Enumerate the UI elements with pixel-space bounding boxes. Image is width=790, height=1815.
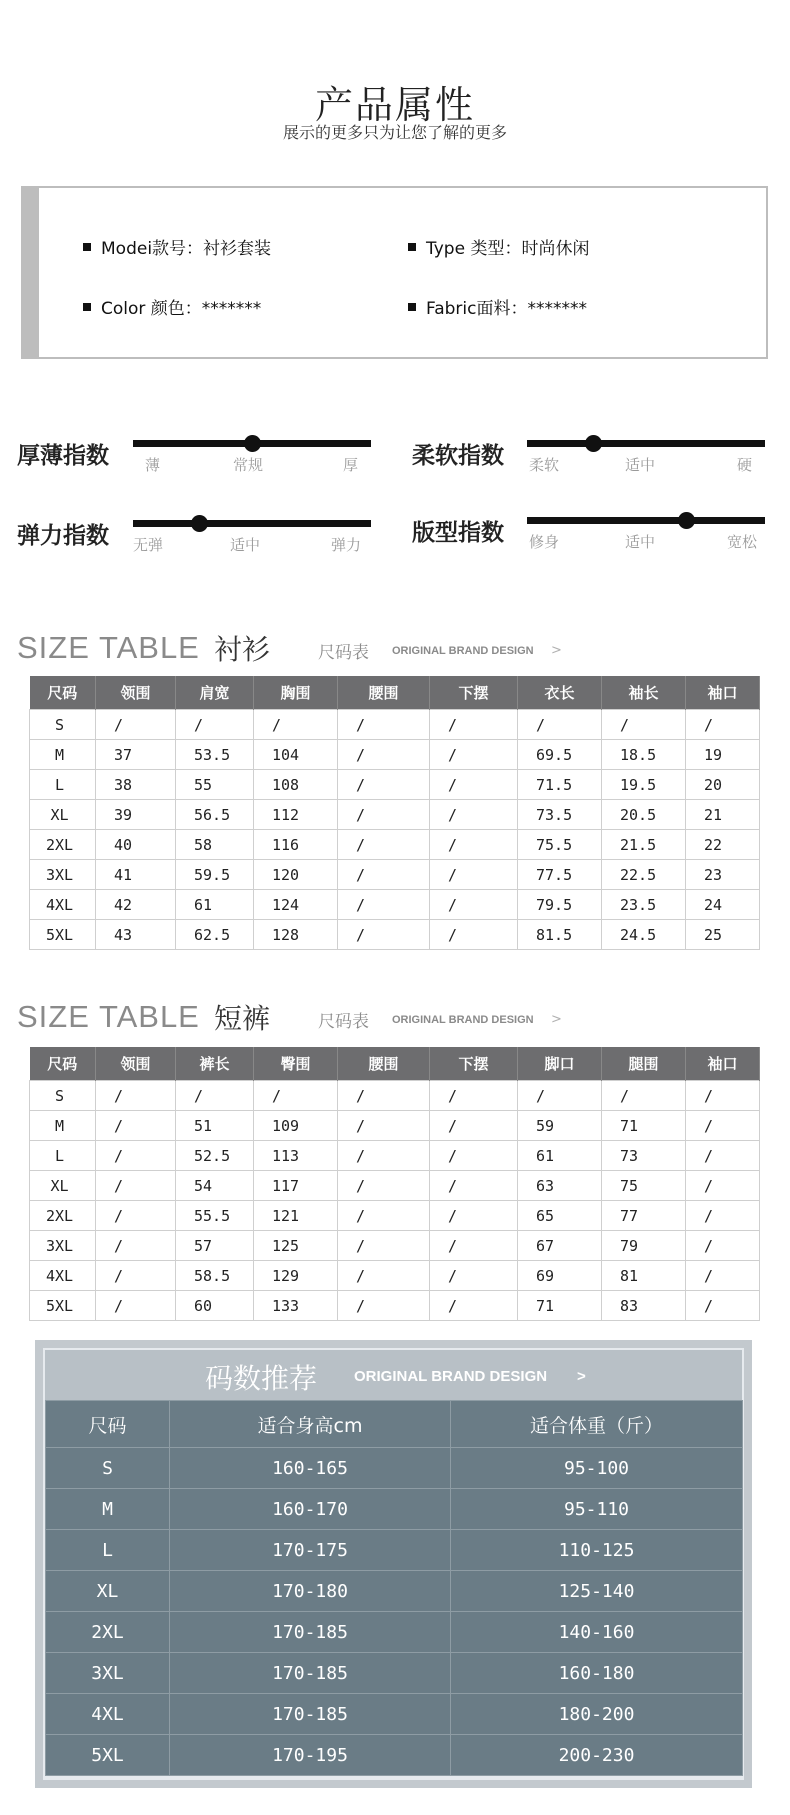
- column-header: 臀围: [254, 1047, 338, 1081]
- value-cell: 24.5: [602, 920, 686, 950]
- value-cell: 71: [518, 1291, 602, 1321]
- column-header: 腰围: [338, 676, 430, 710]
- softness-index-label: 适中: [625, 456, 656, 474]
- value-cell: 104: [254, 740, 338, 770]
- value-cell: /: [338, 1081, 430, 1111]
- size-cell: 2XL: [30, 1201, 96, 1231]
- table-row: [30, 860, 760, 890]
- value-cell: /: [602, 710, 686, 740]
- value-cell: 60: [176, 1291, 254, 1321]
- value-cell: /: [176, 710, 254, 740]
- value-cell: /: [96, 710, 176, 740]
- thickness-index-label: 厚: [343, 456, 359, 474]
- value-cell: 19: [686, 740, 760, 770]
- column-header: 衣长: [518, 676, 602, 710]
- fit-index-label: 修身: [529, 533, 560, 551]
- value-cell: 170-185: [170, 1612, 451, 1653]
- value-cell: 112: [254, 800, 338, 830]
- value-cell: 65: [518, 1201, 602, 1231]
- column-header: 袖口: [686, 676, 760, 710]
- page-title: 产品属性: [314, 83, 475, 127]
- value-cell: 41: [96, 860, 176, 890]
- value-cell: /: [96, 1231, 176, 1261]
- value-cell: 77: [602, 1201, 686, 1231]
- value-cell: 160-180: [451, 1653, 743, 1694]
- value-cell: 38: [96, 770, 176, 800]
- value-cell: 51: [176, 1111, 254, 1141]
- value-cell: /: [96, 1261, 176, 1291]
- value-cell: /: [96, 1291, 176, 1321]
- table-row: [30, 920, 760, 950]
- value-cell: 81.5: [518, 920, 602, 950]
- value-cell: 170-175: [170, 1530, 451, 1571]
- value-cell: 170-185: [170, 1653, 451, 1694]
- value-cell: /: [686, 1261, 760, 1291]
- value-cell: 73.5: [518, 800, 602, 830]
- value-cell: /: [430, 920, 518, 950]
- value-cell: /: [430, 710, 518, 740]
- value-cell: 21: [686, 800, 760, 830]
- column-header: 胸围: [254, 676, 338, 710]
- value-cell: /: [338, 1171, 430, 1201]
- fit-index-label: 宽松: [727, 533, 758, 551]
- value-cell: 170-185: [170, 1694, 451, 1735]
- value-cell: /: [338, 1141, 430, 1171]
- value-cell: 160-165: [170, 1448, 451, 1489]
- value-cell: 77.5: [518, 860, 602, 890]
- value-cell: /: [430, 1111, 518, 1141]
- chevron-right-icon: >: [577, 1368, 586, 1385]
- attr-model: Modei款号：衬衫套装: [83, 234, 271, 259]
- value-cell: 124: [254, 890, 338, 920]
- value-cell: 121: [254, 1201, 338, 1231]
- value-cell: 108: [254, 770, 338, 800]
- value-cell: /: [338, 1261, 430, 1291]
- table-row: [30, 1231, 760, 1261]
- value-cell: /: [338, 1231, 430, 1261]
- value-cell: 95-100: [451, 1448, 743, 1489]
- value-cell: 73: [602, 1141, 686, 1171]
- value-cell: 18.5: [602, 740, 686, 770]
- size-cell: S: [30, 1081, 96, 1111]
- thickness-index-label: 常规: [233, 456, 264, 474]
- value-cell: 125-140: [451, 1571, 743, 1612]
- table-row: [46, 1571, 743, 1612]
- column-header: 尺码: [30, 1047, 96, 1081]
- shirt-table-subtitle: 尺码表: [318, 643, 369, 663]
- table-row: [46, 1612, 743, 1653]
- value-cell: 75.5: [518, 830, 602, 860]
- value-cell: 170-195: [170, 1735, 451, 1776]
- size-cell: 3XL: [30, 860, 96, 890]
- value-cell: /: [96, 1141, 176, 1171]
- value-cell: 21.5: [602, 830, 686, 860]
- size-cell: XL: [46, 1571, 170, 1612]
- value-cell: /: [430, 1261, 518, 1291]
- table-row: [46, 1448, 743, 1489]
- value-cell: /: [686, 1141, 760, 1171]
- fit-index-track: [527, 517, 765, 524]
- shirt-table-title: SIZE TABLE: [17, 630, 200, 665]
- chevron-right-icon: >: [551, 1012, 562, 1027]
- size-cell: XL: [30, 800, 96, 830]
- value-cell: /: [430, 740, 518, 770]
- value-cell: 113: [254, 1141, 338, 1171]
- softness-index-label: 柔软: [529, 456, 560, 474]
- value-cell: 58.5: [176, 1261, 254, 1291]
- value-cell: /: [686, 1231, 760, 1261]
- size-cell: S: [30, 710, 96, 740]
- page-subtitle: 展示的更多只为让您了解的更多: [282, 123, 507, 142]
- value-cell: /: [430, 890, 518, 920]
- fit-index-marker: [678, 512, 695, 529]
- value-cell: /: [338, 710, 430, 740]
- value-cell: /: [96, 1201, 176, 1231]
- table-row: [30, 1261, 760, 1291]
- value-cell: /: [338, 830, 430, 860]
- value-cell: 59: [518, 1111, 602, 1141]
- value-cell: /: [430, 770, 518, 800]
- value-cell: 116: [254, 830, 338, 860]
- value-cell: /: [338, 1111, 430, 1141]
- value-cell: /: [430, 1201, 518, 1231]
- size-cell: 3XL: [30, 1231, 96, 1261]
- value-cell: 54: [176, 1171, 254, 1201]
- table-row: [30, 890, 760, 920]
- value-cell: /: [176, 1081, 254, 1111]
- value-cell: 128: [254, 920, 338, 950]
- fit-index-title: 版型指数: [412, 520, 504, 546]
- size-cell: 4XL: [30, 1261, 96, 1291]
- elasticity-index-marker: [191, 515, 208, 532]
- bullet-icon: [83, 243, 91, 251]
- attr-fabric: Fabric面料：*******: [408, 294, 587, 319]
- value-cell: 129: [254, 1261, 338, 1291]
- value-cell: 69.5: [518, 740, 602, 770]
- column-header: 下摆: [430, 1047, 518, 1081]
- value-cell: 62.5: [176, 920, 254, 950]
- table-row: [30, 1111, 760, 1141]
- value-cell: 81: [602, 1261, 686, 1291]
- value-cell: 22: [686, 830, 760, 860]
- value-cell: /: [338, 920, 430, 950]
- value-cell: /: [518, 710, 602, 740]
- column-header: 下摆: [430, 676, 518, 710]
- shirt-table-brand: ORIGINAL BRAND DESIGN: [392, 645, 534, 657]
- column-header: 适合身高cm: [170, 1401, 451, 1448]
- value-cell: /: [254, 710, 338, 740]
- value-cell: 20.5: [602, 800, 686, 830]
- value-cell: 63: [518, 1171, 602, 1201]
- value-cell: 117: [254, 1171, 338, 1201]
- table-row: [30, 1171, 760, 1201]
- value-cell: /: [430, 1291, 518, 1321]
- shorts-size-table: [29, 1047, 760, 1321]
- attribute-box: [21, 186, 768, 359]
- size-cell: 2XL: [46, 1612, 170, 1653]
- bullet-icon: [408, 303, 416, 311]
- value-cell: 23.5: [602, 890, 686, 920]
- value-cell: /: [602, 1081, 686, 1111]
- value-cell: /: [96, 1111, 176, 1141]
- size-cell: 3XL: [46, 1653, 170, 1694]
- softness-index-label: 硬: [737, 456, 753, 474]
- column-header: 尺码: [46, 1401, 170, 1448]
- value-cell: 133: [254, 1291, 338, 1321]
- value-cell: /: [686, 1171, 760, 1201]
- value-cell: 22.5: [602, 860, 686, 890]
- value-cell: 59.5: [176, 860, 254, 890]
- value-cell: 95-110: [451, 1489, 743, 1530]
- value-cell: /: [686, 1201, 760, 1231]
- table-row: [46, 1694, 743, 1735]
- size-cell: 5XL: [46, 1735, 170, 1776]
- value-cell: /: [338, 740, 430, 770]
- value-cell: /: [430, 1141, 518, 1171]
- bullet-icon: [83, 303, 91, 311]
- value-cell: 39: [96, 800, 176, 830]
- size-cell: 4XL: [46, 1694, 170, 1735]
- table-row: [30, 1141, 760, 1171]
- value-cell: 79: [602, 1231, 686, 1261]
- value-cell: /: [430, 1171, 518, 1201]
- elasticity-index-label: 无弹: [133, 536, 164, 554]
- column-header: 腿围: [602, 1047, 686, 1081]
- chevron-right-icon: >: [551, 643, 562, 658]
- table-row: [46, 1489, 743, 1530]
- column-header: 袖口: [686, 1047, 760, 1081]
- shorts-table-subtitle: 尺码表: [318, 1012, 369, 1032]
- recommend-table: [45, 1400, 743, 1776]
- table-row: [30, 1291, 760, 1321]
- softness-index-marker: [585, 435, 602, 452]
- value-cell: 61: [176, 890, 254, 920]
- thickness-index-label: 薄: [145, 456, 161, 474]
- value-cell: /: [430, 1231, 518, 1261]
- table-row: [46, 1653, 743, 1694]
- size-cell: L: [30, 770, 96, 800]
- value-cell: /: [338, 860, 430, 890]
- value-cell: 40: [96, 830, 176, 860]
- column-header: 尺码: [30, 676, 96, 710]
- value-cell: /: [338, 800, 430, 830]
- value-cell: 75: [602, 1171, 686, 1201]
- value-cell: /: [96, 1081, 176, 1111]
- size-cell: 5XL: [30, 920, 96, 950]
- value-cell: 23: [686, 860, 760, 890]
- value-cell: 58: [176, 830, 254, 860]
- value-cell: 42: [96, 890, 176, 920]
- elasticity-index-label: 弹力: [331, 536, 362, 554]
- value-cell: 83: [602, 1291, 686, 1321]
- value-cell: 24: [686, 890, 760, 920]
- value-cell: /: [338, 770, 430, 800]
- value-cell: 180-200: [451, 1694, 743, 1735]
- bullet-icon: [408, 243, 416, 251]
- softness-index-title: 柔软指数: [412, 443, 504, 469]
- value-cell: /: [430, 830, 518, 860]
- value-cell: 37: [96, 740, 176, 770]
- recommend-brand: ORIGINAL BRAND DESIGN: [354, 1368, 548, 1385]
- value-cell: 19.5: [602, 770, 686, 800]
- value-cell: 140-160: [451, 1612, 743, 1653]
- value-cell: 71.5: [518, 770, 602, 800]
- value-cell: 61: [518, 1141, 602, 1171]
- fit-index-label: 适中: [625, 533, 656, 551]
- value-cell: /: [430, 860, 518, 890]
- table-row: [30, 800, 760, 830]
- shorts-table-title-cn: 短裤: [214, 1002, 271, 1035]
- table-row: [30, 710, 760, 740]
- attr-type: Type 类型：时尚休闲: [408, 234, 589, 259]
- value-cell: /: [430, 800, 518, 830]
- column-header: 肩宽: [176, 676, 254, 710]
- value-cell: 125: [254, 1231, 338, 1261]
- table-row: [30, 770, 760, 800]
- attribute-box-accent: [23, 188, 39, 357]
- size-cell: 4XL: [30, 890, 96, 920]
- value-cell: 160-170: [170, 1489, 451, 1530]
- table-row: [30, 1081, 760, 1111]
- value-cell: /: [686, 1291, 760, 1321]
- value-cell: 52.5: [176, 1141, 254, 1171]
- value-cell: 55: [176, 770, 254, 800]
- value-cell: 71: [602, 1111, 686, 1141]
- size-cell: 5XL: [30, 1291, 96, 1321]
- value-cell: 55.5: [176, 1201, 254, 1231]
- table-row: [30, 830, 760, 860]
- size-cell: M: [46, 1489, 170, 1530]
- shorts-table-title: SIZE TABLE: [17, 999, 200, 1034]
- value-cell: /: [338, 890, 430, 920]
- value-cell: 200-230: [451, 1735, 743, 1776]
- value-cell: 56.5: [176, 800, 254, 830]
- shirt-table-title-cn: 衬衫: [214, 633, 271, 666]
- value-cell: 67: [518, 1231, 602, 1261]
- size-cell: S: [46, 1448, 170, 1489]
- elasticity-index-label: 适中: [230, 536, 261, 554]
- recommend-header: [45, 1350, 742, 1400]
- table-row: [46, 1735, 743, 1776]
- value-cell: 20: [686, 770, 760, 800]
- value-cell: /: [518, 1081, 602, 1111]
- value-cell: 25: [686, 920, 760, 950]
- value-cell: 53.5: [176, 740, 254, 770]
- size-cell: L: [30, 1141, 96, 1171]
- column-header: 袖长: [602, 676, 686, 710]
- size-cell: M: [30, 1111, 96, 1141]
- elasticity-index-title: 弹力指数: [17, 523, 109, 549]
- column-header: 腰围: [338, 1047, 430, 1081]
- attr-color: Color 颜色：*******: [83, 294, 261, 319]
- shorts-table-brand: ORIGINAL BRAND DESIGN: [392, 1014, 534, 1026]
- column-header: 脚口: [518, 1047, 602, 1081]
- shirt-size-table: [29, 676, 760, 950]
- value-cell: /: [430, 1081, 518, 1111]
- value-cell: 57: [176, 1231, 254, 1261]
- softness-index-track: [527, 440, 765, 447]
- value-cell: /: [686, 1081, 760, 1111]
- value-cell: 69: [518, 1261, 602, 1291]
- value-cell: /: [338, 1201, 430, 1231]
- value-cell: 43: [96, 920, 176, 950]
- thickness-index-title: 厚薄指数: [17, 443, 109, 469]
- value-cell: /: [96, 1171, 176, 1201]
- value-cell: /: [686, 1111, 760, 1141]
- size-cell: XL: [30, 1171, 96, 1201]
- table-row: [30, 740, 760, 770]
- elasticity-index-track: [133, 520, 371, 527]
- size-cell: 2XL: [30, 830, 96, 860]
- column-header: 适合体重（斤）: [451, 1401, 743, 1448]
- thickness-index-marker: [244, 435, 261, 452]
- value-cell: 170-180: [170, 1571, 451, 1612]
- size-cell: L: [46, 1530, 170, 1571]
- value-cell: /: [254, 1081, 338, 1111]
- value-cell: /: [338, 1291, 430, 1321]
- value-cell: 109: [254, 1111, 338, 1141]
- recommend-title: 码数推荐: [205, 1362, 318, 1395]
- column-header: 领围: [96, 676, 176, 710]
- column-header: 裤长: [176, 1047, 254, 1081]
- size-cell: M: [30, 740, 96, 770]
- column-header: 领围: [96, 1047, 176, 1081]
- table-row: [46, 1530, 743, 1571]
- value-cell: 110-125: [451, 1530, 743, 1571]
- value-cell: /: [686, 710, 760, 740]
- table-row: [30, 1201, 760, 1231]
- value-cell: 120: [254, 860, 338, 890]
- value-cell: 79.5: [518, 890, 602, 920]
